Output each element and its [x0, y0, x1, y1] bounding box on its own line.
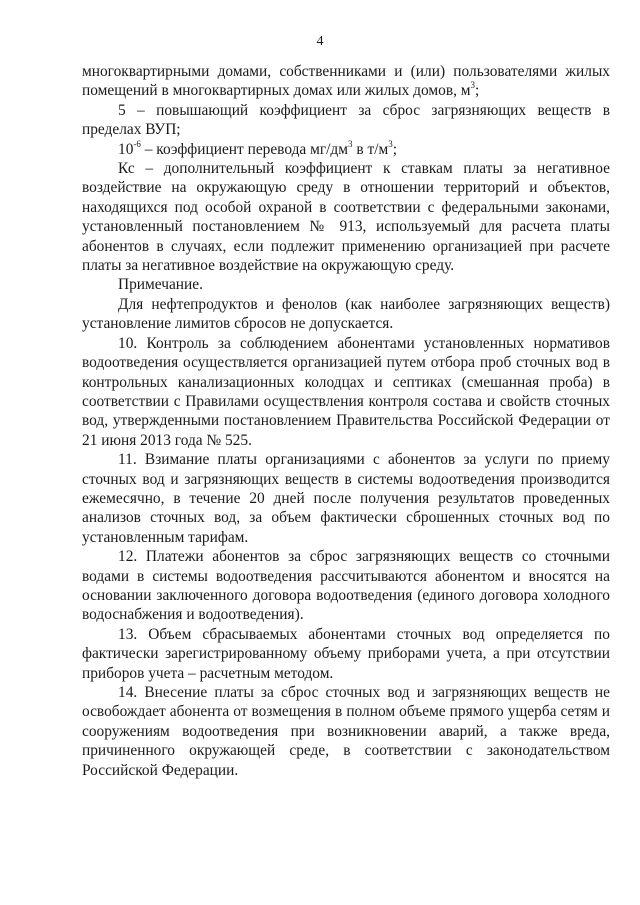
- paragraph: [82, 334, 610, 450]
- document-body: [82, 62, 610, 780]
- paragraph-text: 14. Внесение платы за сброс сточных вод и загрязняющих веществ не освобождает абонента от возмещения в полном объеме прямого ущерба сетям и сооружениям водоотведения при возникновении аварий, а также вреда, причиненного окружающей среде, в соответствии с законодательством Российской Федерации.: [82, 684, 610, 779]
- paragraph-text: 11. Взимание платы организациями с абонентов за услуги по приему сточных вод и загрязняющих веществ в системы водоотведения производится ежемесячно, в течение 20 дней после получения результатов проведенных анализов сточных вод, за объем фактически сброшенных сточных вод по установленным тарифам.: [82, 451, 610, 546]
- paragraph: [82, 683, 610, 780]
- paragraph-text: Для нефтепродуктов и фенолов (как наиболее загрязняющих веществ) установление лимитов сбросов не допускается.: [82, 295, 610, 333]
- paragraph-text: ;: [392, 140, 397, 158]
- paragraph: [82, 625, 610, 683]
- paragraph-text: 13. Объем сбрасываемых абонентами сточных вод определяется по фактически зарегистрированному объему приборами учета, а при отсутствии приборов учета – расчетным методом.: [82, 625, 610, 682]
- paragraph-text: многоквартирными домами, собственниками и (или) пользователями жилых помещений в многоквартирных домах или жилых домов, м: [82, 63, 610, 100]
- paragraph-text: – коэффициент перевода мг/дм: [140, 140, 348, 158]
- paragraph: [82, 547, 610, 625]
- superscript-text: -6: [133, 138, 141, 149]
- paragraph: [82, 295, 610, 334]
- paragraph-text: 10: [118, 140, 134, 158]
- paragraph: [82, 159, 610, 275]
- paragraph: [82, 275, 610, 294]
- paragraph: [82, 62, 610, 101]
- paragraph-text: 10. Контроль за соблюдением абонентами установленных нормативов водоотведения осуществляется организацией путем отбора проб сточных вод в контрольных канализационных колодцах и септиках (смешанная проба) в соответствии с Правилами осуществления контроля состава и свойств сточных вод, утвержденными постановлением Правительства Российской Федерации от 21 июня 2013 года № 525.: [82, 334, 610, 449]
- paragraph: [82, 140, 610, 159]
- paragraph: [82, 450, 610, 547]
- page-number: 4: [316, 34, 324, 49]
- paragraph: [82, 101, 610, 140]
- paragraph-text: в т/м: [352, 140, 389, 158]
- superscript-text: 3: [470, 80, 476, 91]
- paragraph-text: 5 – повышающий коэффициент за сброс загрязняющих веществ в пределах ВУП;: [82, 101, 610, 139]
- paragraph-text: 12. Платежи абонентов за сброс загрязняющих веществ со сточными водами в системы водоотведения рассчитываются абонентом и вносятся на основании заключенного договора водоотведения (единого договора холодного водоснабжения и водоотведения).: [82, 548, 610, 624]
- superscript-text: 3: [388, 138, 393, 149]
- paragraph-text: ;: [475, 82, 480, 100]
- paragraph-text: Примечание.: [118, 276, 203, 294]
- paragraph-text: Кс – дополнительный коэффициент к ставкам платы за негативное воздействие на окружающую среду в отношении территорий и объектов, находящихся под особой охраной в соответствии с федеральными законами, установленный постановлением № 913, используемый для расчета платы абонентов в случаях, если подлежит применению организацией при расчете платы за негативное воздействие на окружающую среду.: [82, 160, 610, 275]
- superscript-text: 3: [348, 138, 353, 149]
